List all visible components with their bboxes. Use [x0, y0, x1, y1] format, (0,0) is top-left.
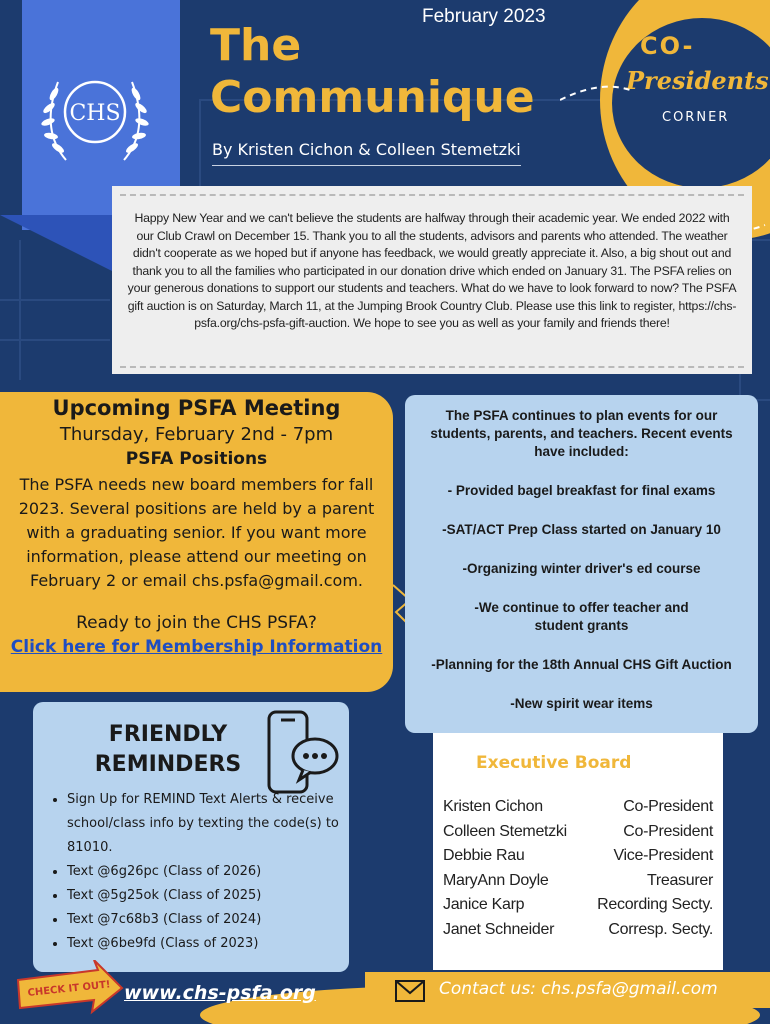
event-item: -SAT/ACT Prep Class started on January 10	[442, 522, 721, 537]
website-link[interactable]: www.chs-psfa.org	[124, 982, 316, 1004]
event-item: -Planning for the 18th Annual CHS Gift Auction	[431, 657, 732, 672]
board-title: Executive Board	[476, 753, 632, 773]
event-item: - Provided bagel breakfast for final exams	[447, 483, 716, 498]
byline: By Kristen Cichon & Colleen Stemetzki	[212, 140, 521, 166]
ready-text: Ready to join the CHS PSFA?	[76, 613, 317, 633]
reminders-title: FRIENDLY REMINDERS	[94, 722, 242, 777]
logo-text: CHS	[69, 101, 121, 126]
ribbon-fold	[0, 215, 120, 275]
title-line-1: The	[210, 20, 302, 71]
board-member-role: Treasurer	[646, 871, 713, 889]
board-member-name: Colleen Stemetzki	[443, 822, 567, 840]
event-item: -Organizing winter driver's ed course	[462, 561, 701, 576]
board-row	[443, 844, 713, 869]
chs-laurel-logo	[30, 60, 160, 180]
events-panel	[405, 395, 758, 733]
issue-month: February 2023	[422, 6, 546, 27]
board-row	[443, 820, 713, 845]
board-member-role: Vice-President	[613, 847, 713, 865]
check-it-out-text: CHECK IT OUT!	[27, 979, 111, 999]
meeting-heading: Upcoming PSFA Meeting	[52, 396, 341, 420]
envelope-icon	[395, 980, 425, 1002]
event-item: -New spirit wear items	[510, 696, 653, 711]
event-item: -We continue to offer teacher and student grants	[474, 600, 689, 633]
executive-board-panel	[433, 733, 723, 970]
reminders-list	[43, 788, 357, 956]
board-table	[443, 795, 713, 942]
board-member-role: Co-President	[623, 822, 713, 840]
intro-dash-bottom	[120, 366, 744, 368]
board-row	[443, 869, 713, 894]
positions-body: The PSFA needs new board members for fall 2023. Several positions are held by a parent with a graduating senior. If you want more information, please attend our meeting on February 2 or email chs.psfa@gmail.com.	[18, 475, 375, 590]
newsletter-title	[210, 20, 535, 124]
reminder-item: • Sign Up for REMIND Text Alerts & receive school/class info by texting the code(s) to 81010.	[67, 788, 357, 860]
board-member-role: Recording Secty.	[597, 896, 713, 914]
intro-panel	[112, 186, 752, 374]
corner-presidents: Presidents	[626, 66, 769, 95]
intro-text: Happy New Year and we can't believe the students are halfway through their academic year. We ended 2022 with our Club Crawl on December 15. Thank you to all the students, advisors and parents who attended. The weather didn't cooperate as we hoped but if anyone has feedback, we would greatly appreciate it. Also, a big shout out and thank you to all the families who participated in our donation drive which ended on January 31. The PSFA relies on your generous donations to support our students and teachers. What do we have to look forward to now? The PSFA gift auction is on Saturday, March 11, at the Jumping Brook Country Club. Please use this link to register, https://chs-psfa.org/chs-psfa-gift-auction. We hope to see you as well as your family and friends there!	[127, 211, 737, 330]
corner-co: CO-	[640, 32, 695, 60]
reminders-panel	[33, 702, 349, 972]
reminder-item: • Text @7c68b3 (Class of 2024)	[67, 908, 357, 932]
board-member-name: MaryAnn Doyle	[443, 871, 549, 889]
board-member-name: Janet Schneider	[443, 920, 555, 938]
board-member-name: Kristen Cichon	[443, 798, 543, 816]
board-row	[443, 893, 713, 918]
positions-heading: PSFA Positions	[125, 449, 268, 469]
contact-email[interactable]: Contact us: chs.psfa@gmail.com	[439, 979, 718, 999]
reminder-item: • Text @5g25ok (Class of 2025)	[67, 884, 357, 908]
meeting-panel	[0, 392, 393, 692]
board-member-role: Corresp. Secty.	[608, 920, 713, 938]
board-row	[443, 918, 713, 943]
contact-bar	[365, 972, 770, 1008]
phone-chat-icon	[255, 706, 355, 798]
reminder-item: • Text @6g26pc (Class of 2026)	[67, 860, 357, 884]
intro-dash-top	[120, 194, 744, 196]
check-it-out-badge	[14, 960, 124, 1020]
title-line-2: Communique	[210, 72, 535, 123]
board-member-name: Debbie Rau	[443, 847, 525, 865]
reminder-item: • Text @6be9fd (Class of 2023)	[67, 932, 357, 956]
events-intro: The PSFA continues to plan events for our students, parents, and teachers. Recent events have included:	[430, 408, 733, 459]
corner-label: CORNER	[662, 110, 730, 125]
board-member-name: Janice Karp	[443, 896, 525, 914]
board-row	[443, 795, 713, 820]
membership-link[interactable]: Click here for Membership Information	[10, 637, 383, 657]
board-member-role: Co-President	[623, 798, 713, 816]
meeting-date: Thursday, February 2nd - 7pm	[59, 424, 334, 445]
